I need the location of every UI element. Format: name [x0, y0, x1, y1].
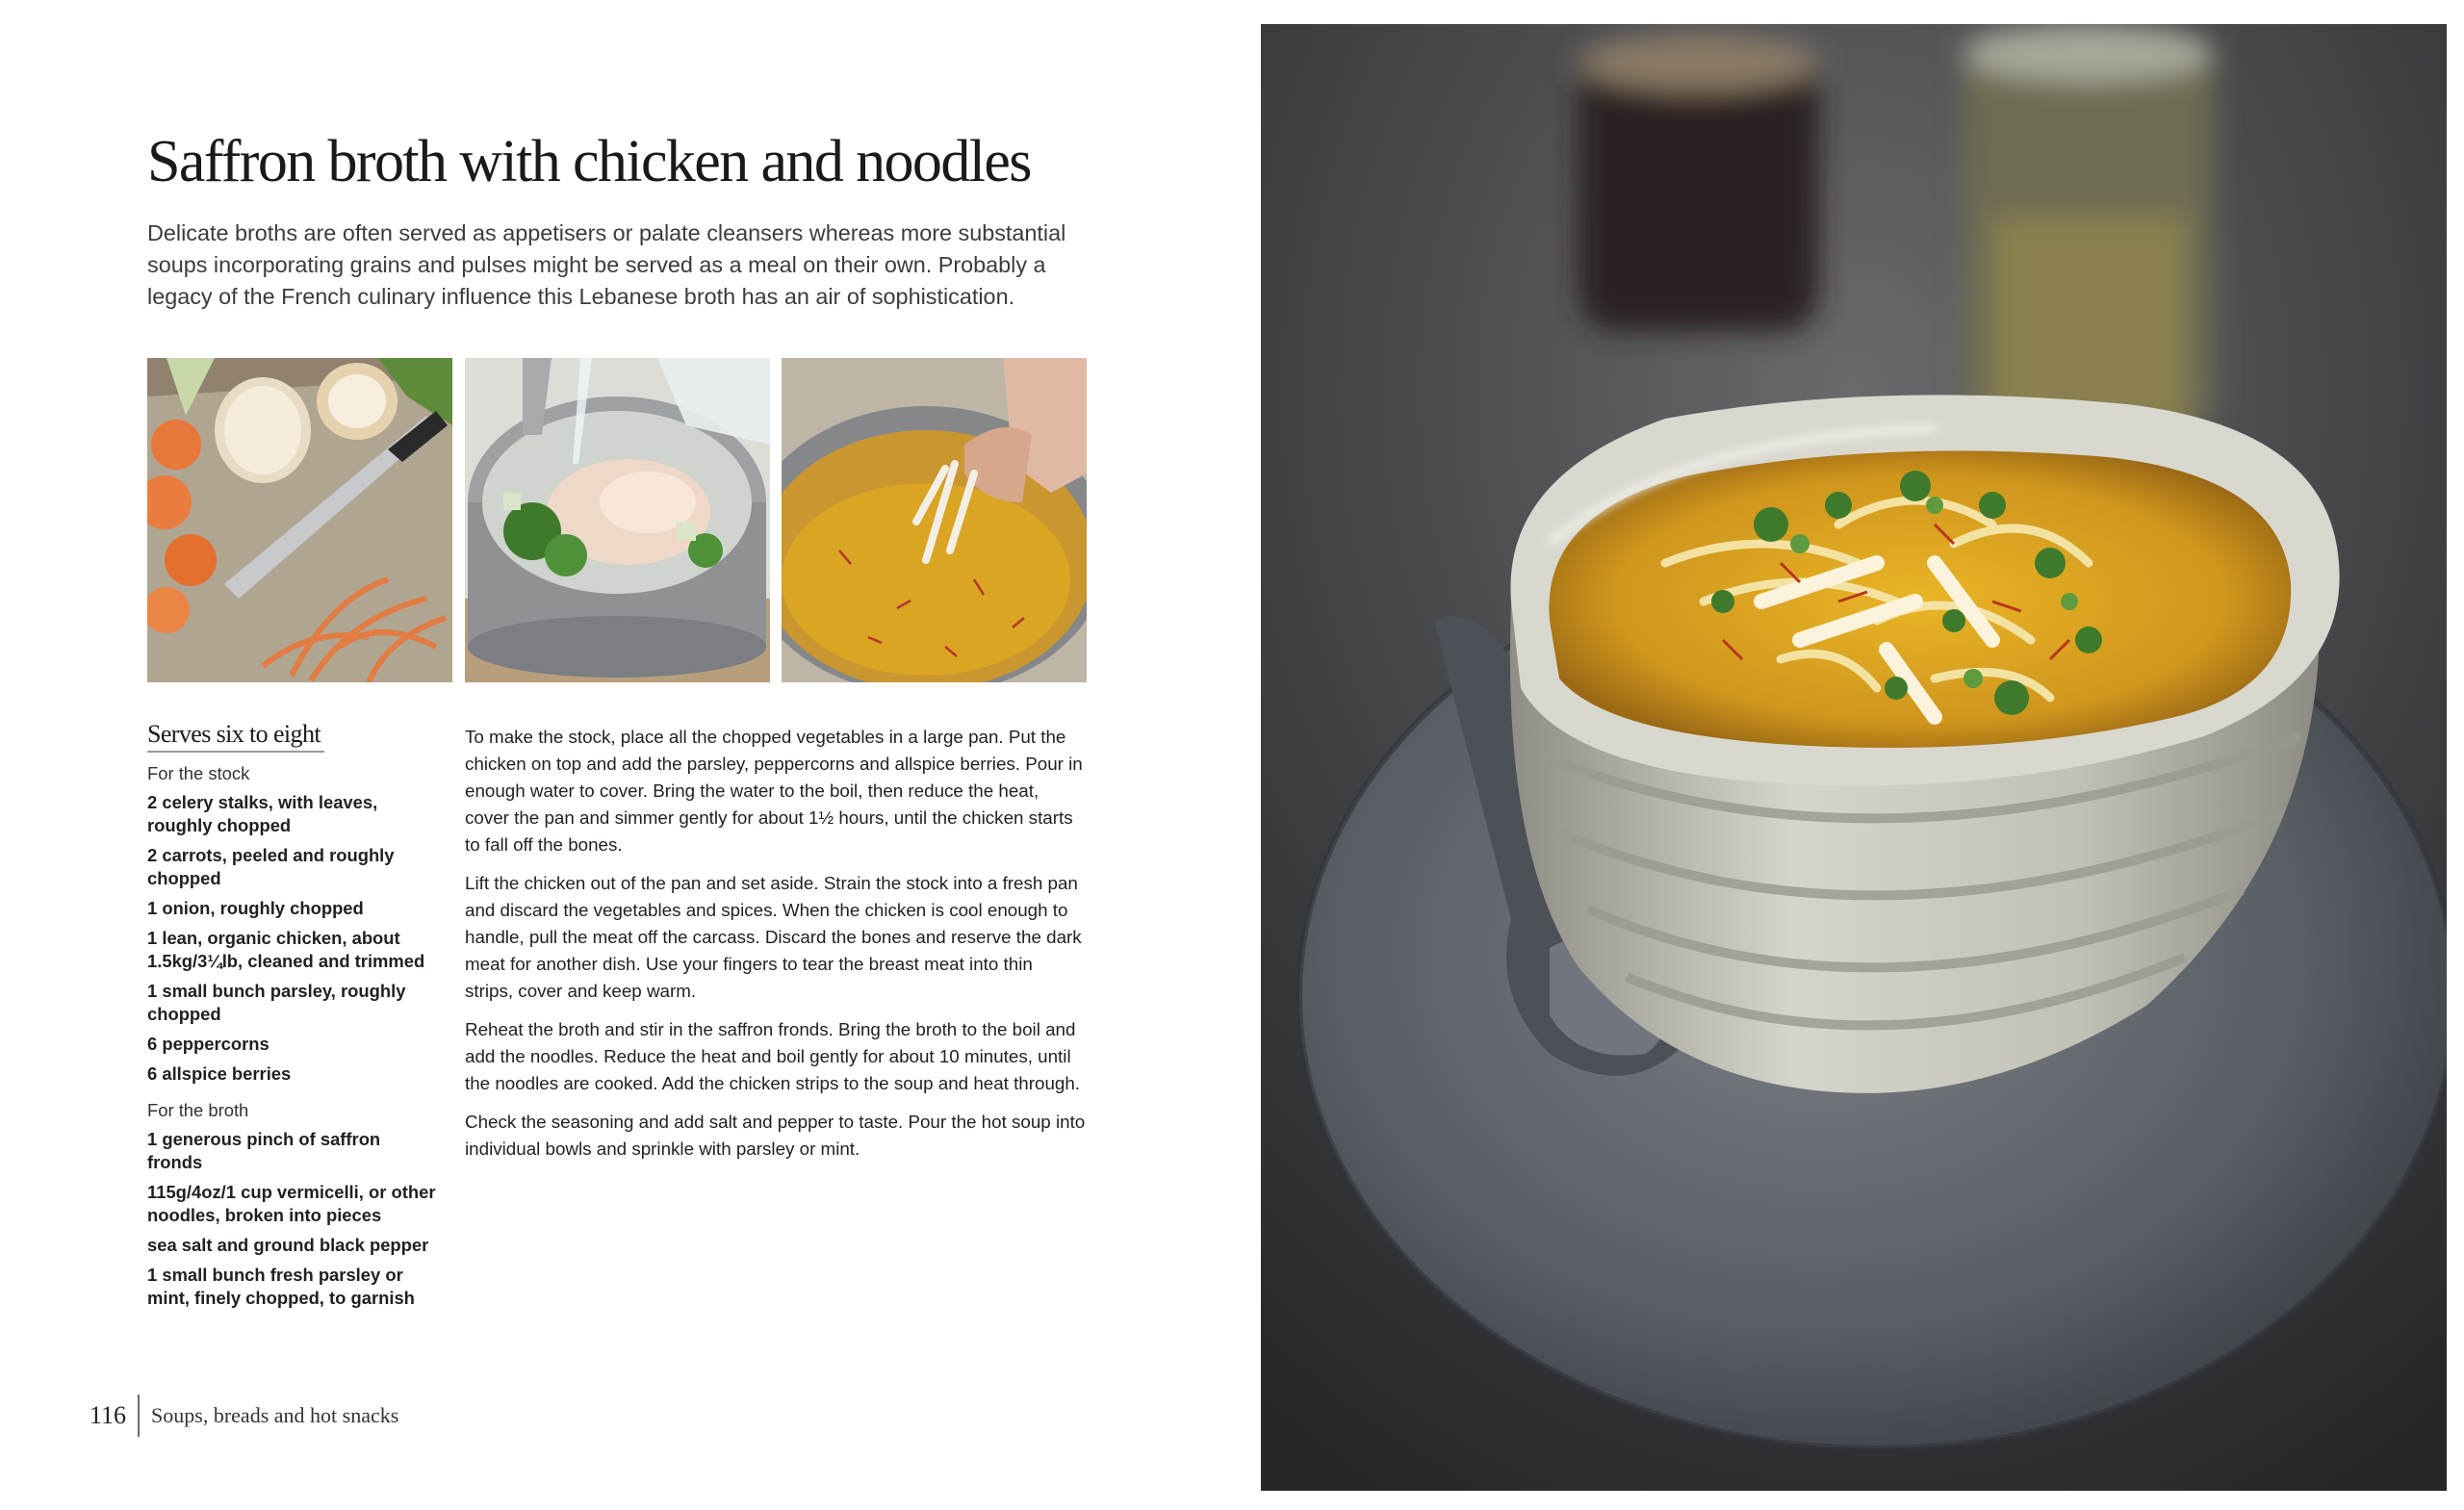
ingredient-item: 1 generous pinch of saffron fronds [147, 1129, 381, 1172]
step-photo-chopped-vegetables [147, 358, 452, 682]
ingredient-item: 6 peppercorns [147, 1034, 270, 1054]
ingredient-item: 1 onion, roughly chopped [147, 898, 364, 918]
method-step: Lift the chicken out of the pan and set aside. Strain the stock into a fresh pan and discard the vegetables and spices. When the chicken is cool enough to handle, pull the meat off the carcass. Discard the bones and reserve the dark meat for another dish. Use your fingers to tear the breast meat into thin strips, cover and keep warm. [465, 873, 1082, 1001]
section-name: Soups, breads and hot snacks [151, 1403, 399, 1427]
ingredient-item: 115g/4oz/1 cup vermicelli, or other noodles, broken into pieces [147, 1182, 436, 1225]
ingredient-item: 6 allspice berries [147, 1063, 292, 1084]
recipe-title: Saffron broth with chicken and noodles [147, 129, 1031, 194]
method-step: Reheat the broth and stir in the saffron fronds. Bring the broth to the boil and add the noodles. Reduce the heat and boil gently for about 10 minutes, until the noodles are cooked. Add the chicken strips to the soup and heat through. [465, 1019, 1081, 1093]
method-column [465, 724, 1086, 1174]
hero-photo-saffron-broth-bowl [1261, 24, 2447, 1491]
ingredient-item: sea salt and ground black pepper [147, 1235, 429, 1255]
ingredient-item: 1 small bunch parsley, roughly chopped [147, 981, 406, 1024]
method-step: To make the stock, place all the chopped vegetables in a large pan. Put the chicken on top and add the parsley, peppercorns and allspice berries. Pour in enough water to cover. Bring the water to the boil, then reduce the heat, cover the pan and simmer gently for about 1½ hours, until the chicken starts to fall off the bones. [465, 727, 1083, 855]
ingredient-item: 2 carrots, peeled and roughly chopped [147, 845, 395, 888]
method-step: Check the seasoning and add salt and pepper to taste. Pour the hot soup into individual bowls and sprinkle with parsley or mint. [465, 1112, 1086, 1159]
recipe-intro: Delicate broths are often served as appetisers or palate cleansers whereas more substantial soups incorporating grains and pulses might be served as a meal on their own. Probably a legacy of the French culinary influence this Lebanese broth has an air of sophistication. [147, 220, 1066, 309]
stock-heading: For the stock [147, 763, 250, 783]
ingredients-column [147, 718, 436, 1317]
ingredient-item: 1 small bunch fresh parsley or mint, finely chopped, to garnish [147, 1265, 415, 1308]
broth-ingredients-list [147, 1128, 436, 1310]
step-photo-chicken-in-pan [465, 358, 770, 682]
broth-heading: For the broth [147, 1100, 249, 1120]
step-photo-saffron-broth [782, 358, 1087, 682]
stock-ingredients-list [147, 791, 436, 1086]
page-footer [90, 1395, 398, 1437]
serves-heading: Serves six to eight [147, 718, 324, 753]
ingredient-item: 1 lean, organic chicken, about 1.5kg/3¼lb, cleaned and trimmed [147, 928, 425, 971]
page-number: 116 [90, 1401, 127, 1429]
ingredient-item: 2 celery stalks, with leaves, roughly chopped [147, 792, 378, 835]
